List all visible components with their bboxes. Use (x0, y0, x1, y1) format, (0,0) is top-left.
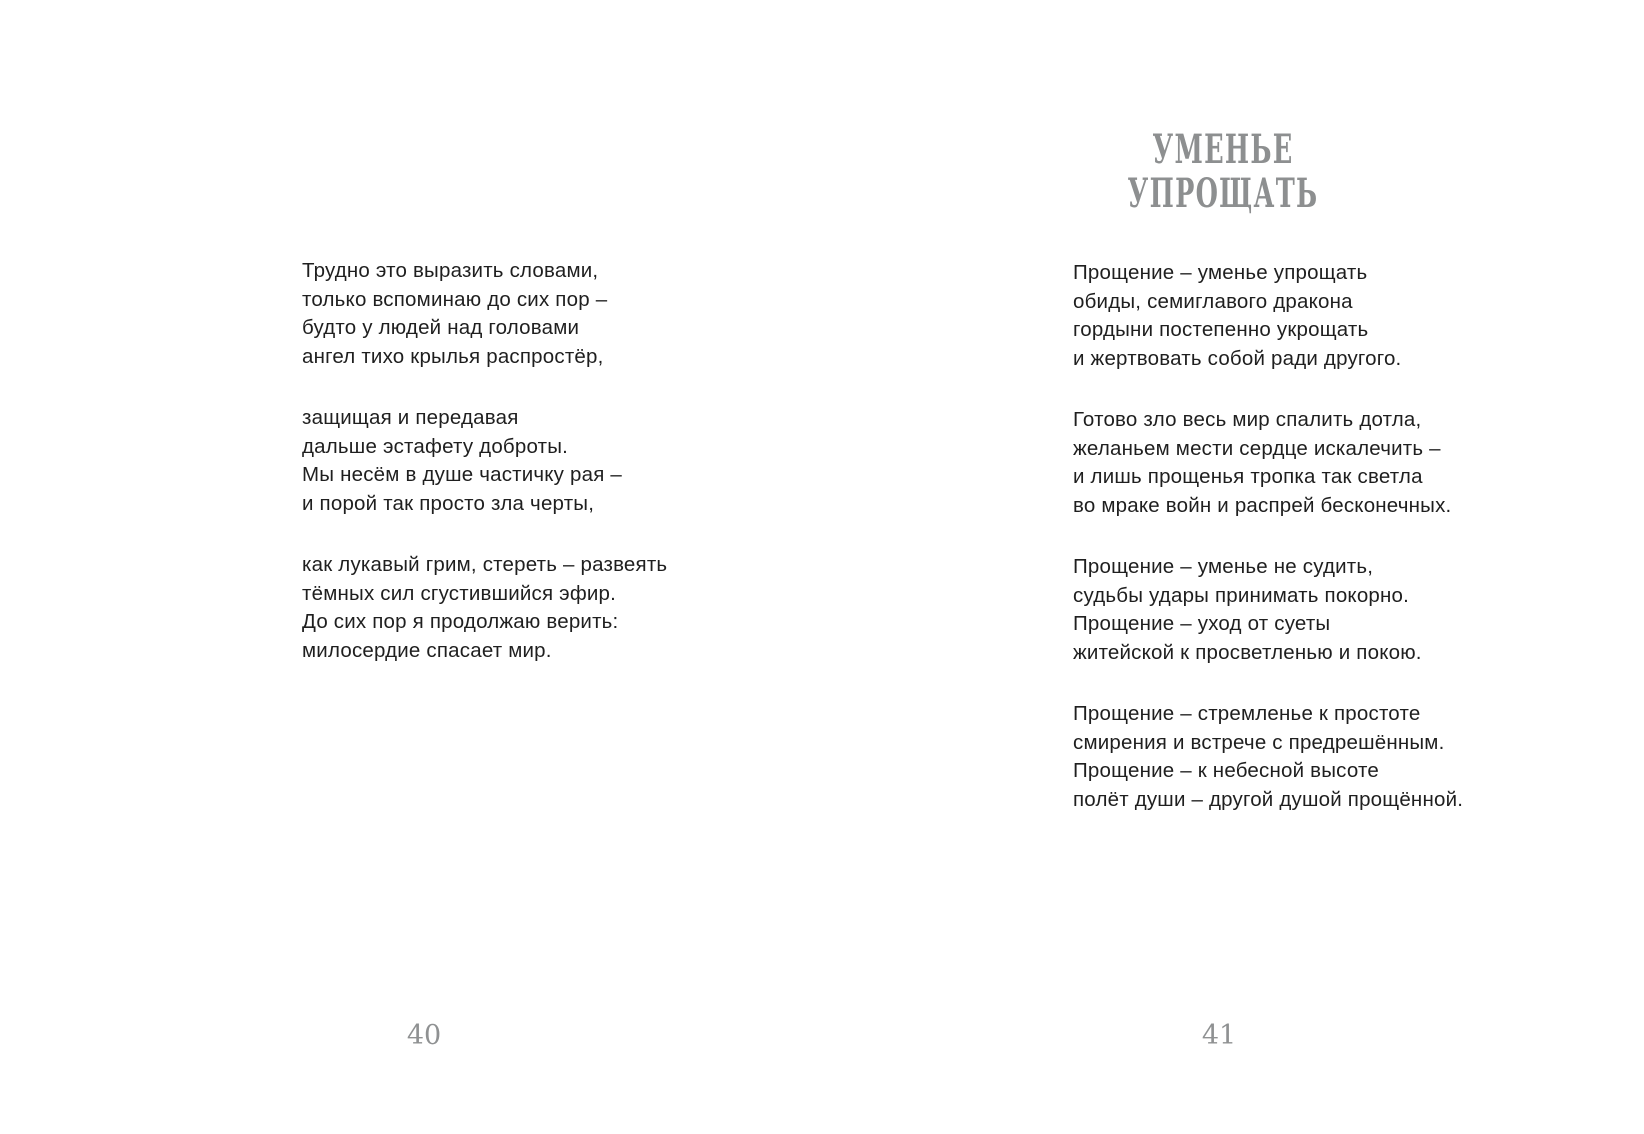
poem-line: милосердие спасает мир. (302, 638, 552, 662)
stanza (1073, 700, 1463, 814)
stanza (1073, 553, 1463, 667)
chapter-title (1073, 128, 1373, 216)
poem-line: смирения и встрече с предрешённым. (1073, 730, 1445, 754)
stanza (1073, 406, 1463, 520)
poem-line: Трудно это выразить словами, (302, 259, 599, 282)
poem-line: только вспоминаю до сих пор – (302, 287, 608, 311)
poem-line: Готово зло весь мир спалить дотла, (1073, 408, 1422, 431)
poem-line: Прощение – уменье не судить, (1073, 555, 1374, 578)
poem-line: и лишь прощенья тропка так светла (1073, 465, 1423, 488)
poem-line: желаньем мести сердце искалечить – (1073, 436, 1441, 460)
chapter-title-line2: УПРОЩАТЬ (1127, 170, 1319, 217)
poem-line: Мы несём в душе частичку рая – (302, 463, 623, 486)
poem-line: тёмных сил сгустившийся эфир. (302, 581, 617, 605)
page-number-left: 40 (406, 1020, 442, 1051)
poem-line: обиды, семиглавого дракона (1073, 289, 1353, 313)
poem-line: будто у людей над головами (302, 316, 580, 339)
poem-line: житейской к просветленью и покою. (1073, 640, 1422, 664)
poem-line: Прощение – уход от суеты (1073, 612, 1331, 635)
poem-line: как лукавый грим, стереть – развеять (302, 553, 668, 576)
poem-right (1073, 259, 1463, 814)
poem-line: во мраке войн и распрей бесконечных. (1073, 493, 1452, 517)
poem-line: До сих пор я продолжаю верить: (302, 610, 619, 633)
stanza (302, 257, 667, 371)
poem-line: защищая и передавая (302, 406, 519, 429)
poem-line: судьбы удары принимать покорно. (1073, 583, 1410, 607)
poem-line: Прощение – уменье упрощать (1073, 261, 1368, 284)
poem-line: Прощение – к небесной высоте (1073, 759, 1379, 782)
chapter-title-line1: УМЕНЬЕ (1152, 126, 1294, 173)
stanza (1073, 259, 1463, 373)
stanza (302, 404, 667, 518)
stanza (302, 551, 667, 665)
poem-line: и порой так просто зла черты, (302, 491, 595, 515)
poem-left (302, 257, 667, 665)
poem-line: Прощение – стремленье к простоте (1073, 702, 1421, 725)
poem-line: и жертвовать собой ради другого. (1073, 346, 1402, 370)
poem-line: гордыни постепенно укрощать (1073, 318, 1369, 341)
poem-line: ангел тихо крылья распростёр, (302, 344, 604, 368)
poem-line: полёт души – другой душой прощённой. (1073, 787, 1464, 811)
page-number-right: 41 (1201, 1020, 1237, 1051)
poem-line: дальше эстафету доброты. (302, 434, 569, 458)
